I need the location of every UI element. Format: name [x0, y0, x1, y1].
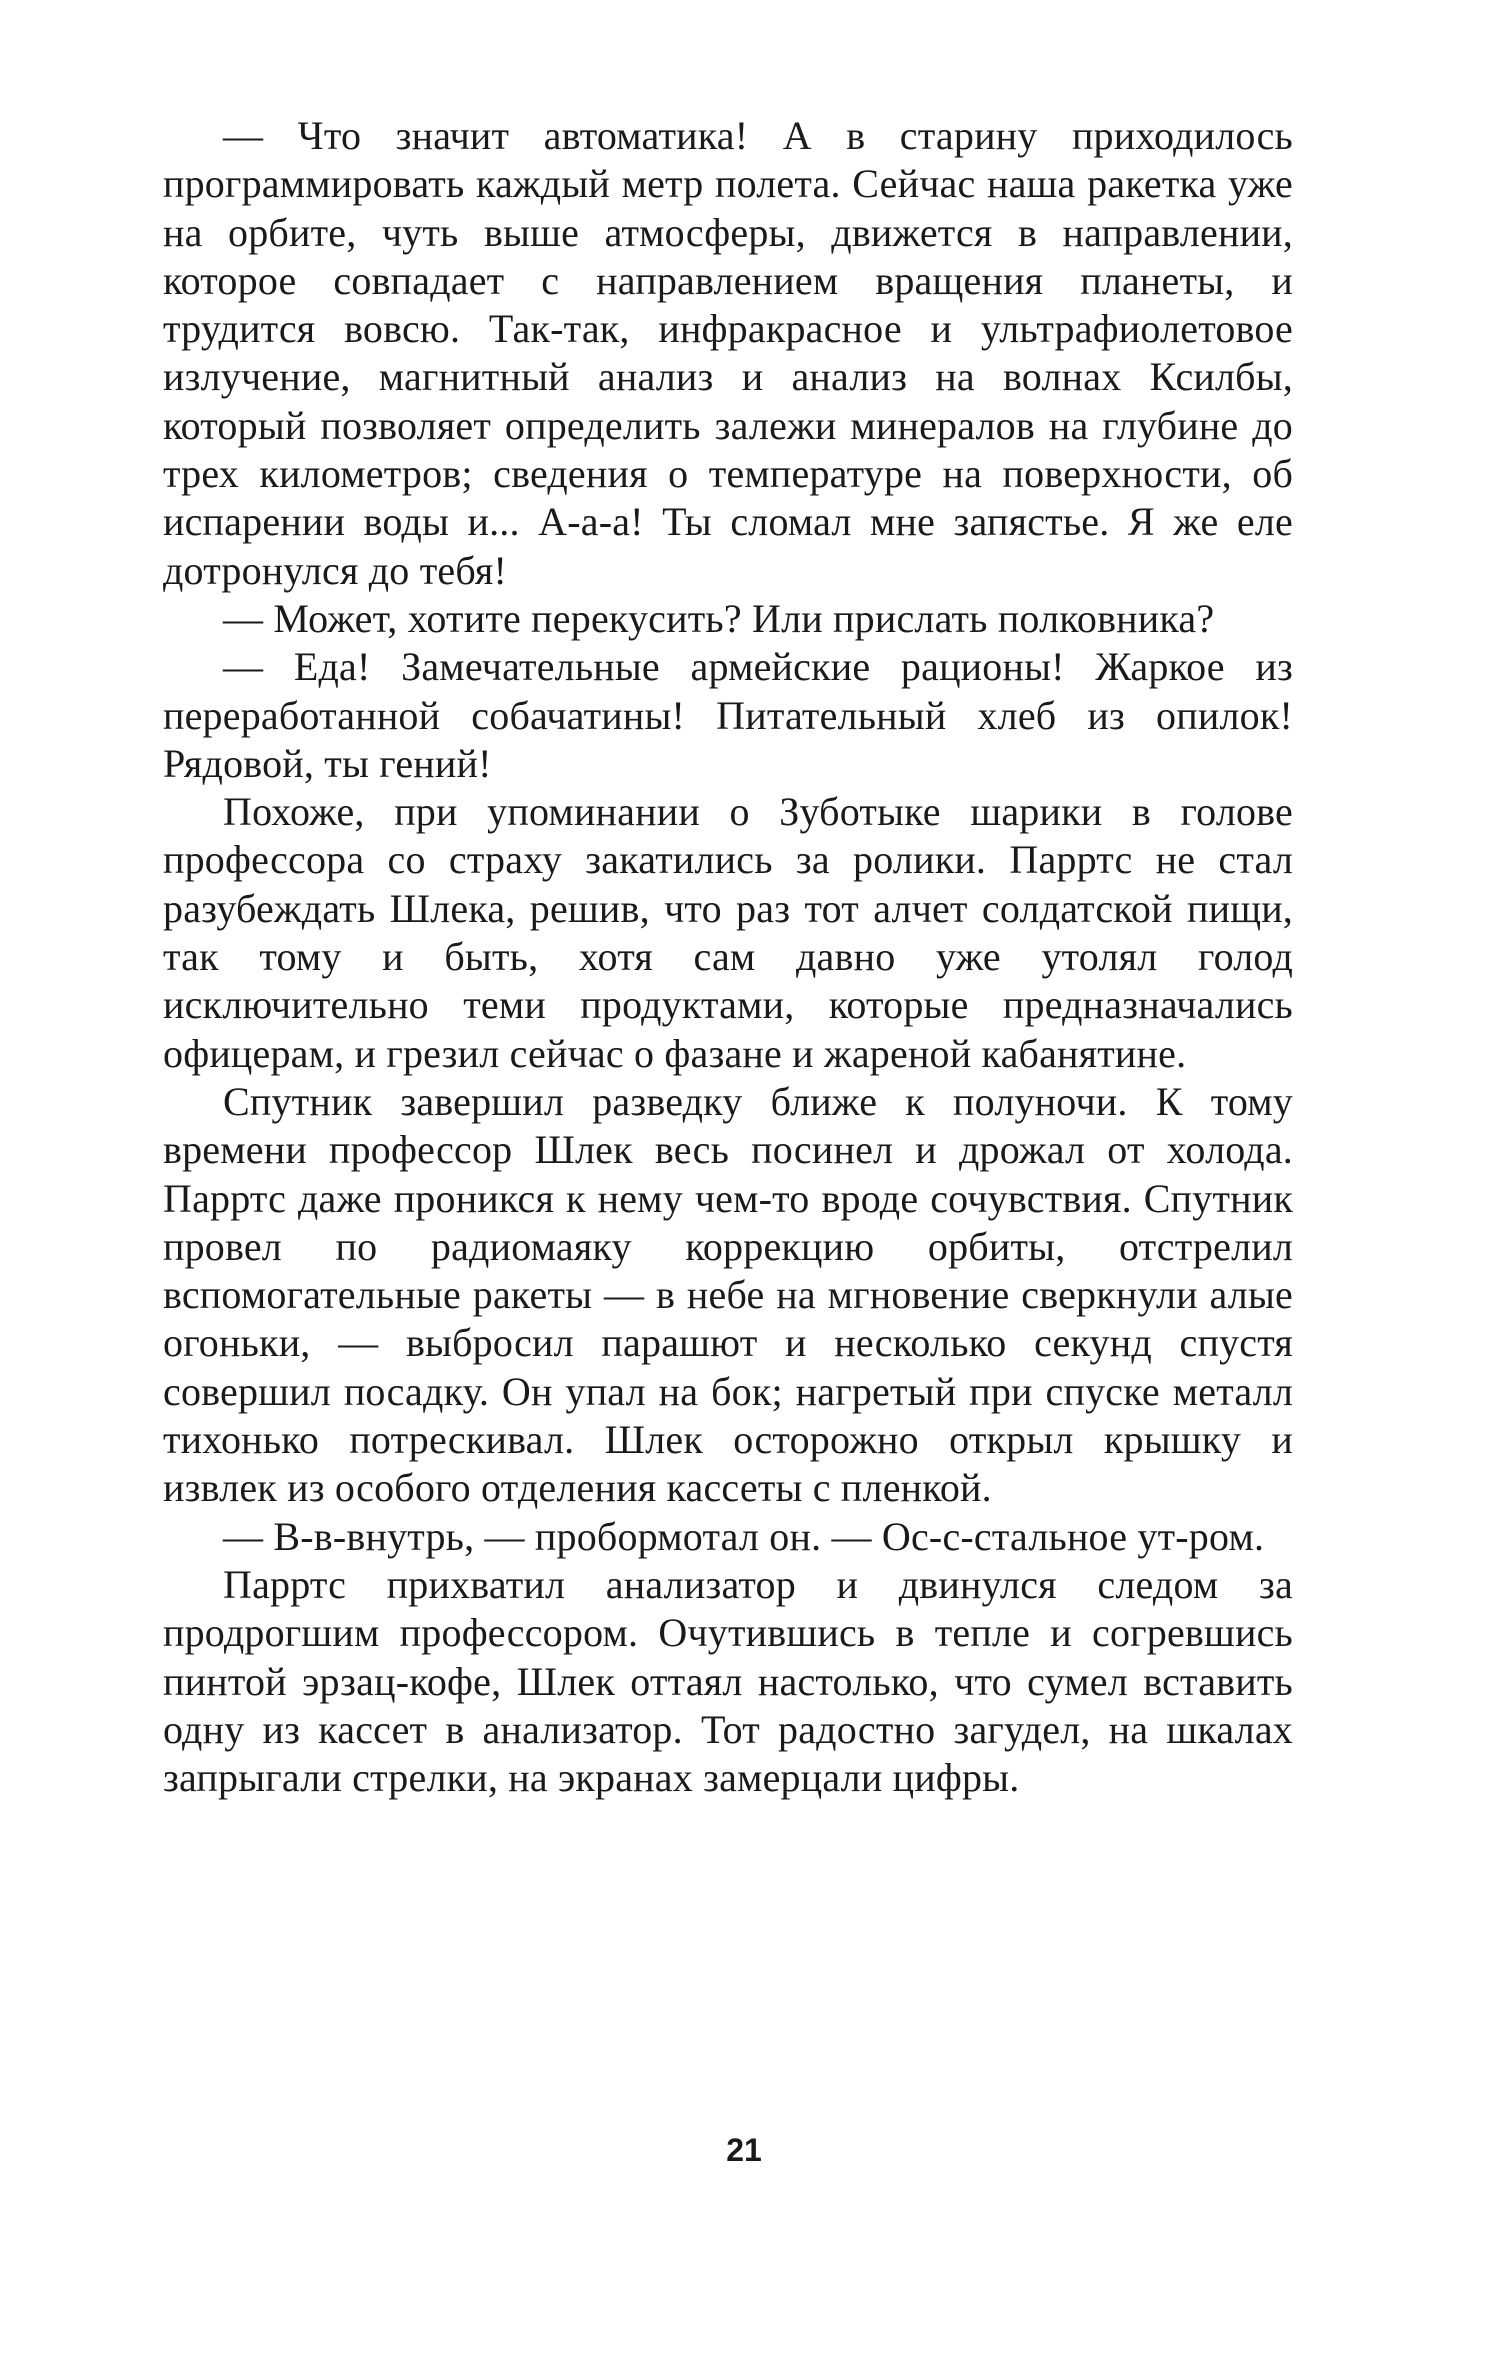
paragraph: Спутник завершил разведку ближе к полуночи. К тому времени профессор Шлек весь посинел и дрожал от холода. Парртс даже проникся к нему чем-то вроде сочувствия. Спутник провел по радиомаяку коррекцию орбиты, отстрелил вспомогательные ракеты — в небе на мгновение сверкнули алые огоньки, — выбросил парашют и несколько секунд спустя совершил посадку. Он упал на бок; нагретый при спуске металл тихонько потрескивал. Шлек осторожно открыл крышку и извлек из особого отделения кассеты с пленкой.	[163, 1078, 1293, 1511]
page-number: 21	[726, 2132, 762, 2168]
paragraph: — Может, хотите перекусить? Или прислать полковника?	[223, 595, 1215, 641]
paragraph: Парртс прихватил анализатор и двинулся следом за продрогшим профессором. Очутившись в тепле и согревшись пинтой эрзац-кофе, Шлек оттаял настолько, что сумел вставить одну из кассет в анализатор. Тот радостно загудел, на шкалах запрыгали стрелки, на экранах замерцали цифры.	[163, 1561, 1293, 1801]
body-text	[163, 112, 1293, 1802]
paragraph: — Что значит автоматика! А в старину приходилось программировать каждый метр полета. Сейчас наша ракетка уже на орбите, чуть выше атмосферы, движется в направлении, которое совпадает с направлением вращения планеты, и трудится вовсю. Так-так, инфракрасное и ультрафиолетовое излучение, магнитный анализ и анализ на волнах Ксилбы, который позволяет определить залежи минералов на глубине до трех километров; сведения о температуре на поверхности, об испарении воды и... А-а-а! Ты сломал мне запястье. Я же еле дотронулся до тебя!	[163, 113, 1293, 593]
paragraph: — В-в-внутрь, — пробормотал он. — Ос-с-стальное ут-ром.	[223, 1513, 1265, 1559]
paragraph: Похоже, при упоминании о Зуботыке шарики в голове профессора со страху закатились за ролики. Парртс не стал разубеждать Шлека, решив, что раз тот алчет солдатской пищи, так тому и быть, хотя сам давно уже утолял голод исключительно теми продуктами, которые предназначались офицерам, и грезил сейчас о фазане и жареной кабанятине.	[163, 789, 1293, 1076]
paragraph: — Еда! Замечательные армейские рационы! Жаркое из переработанной собачатины! Питательный хлеб из опилок! Рядовой, ты гений!	[163, 644, 1293, 786]
